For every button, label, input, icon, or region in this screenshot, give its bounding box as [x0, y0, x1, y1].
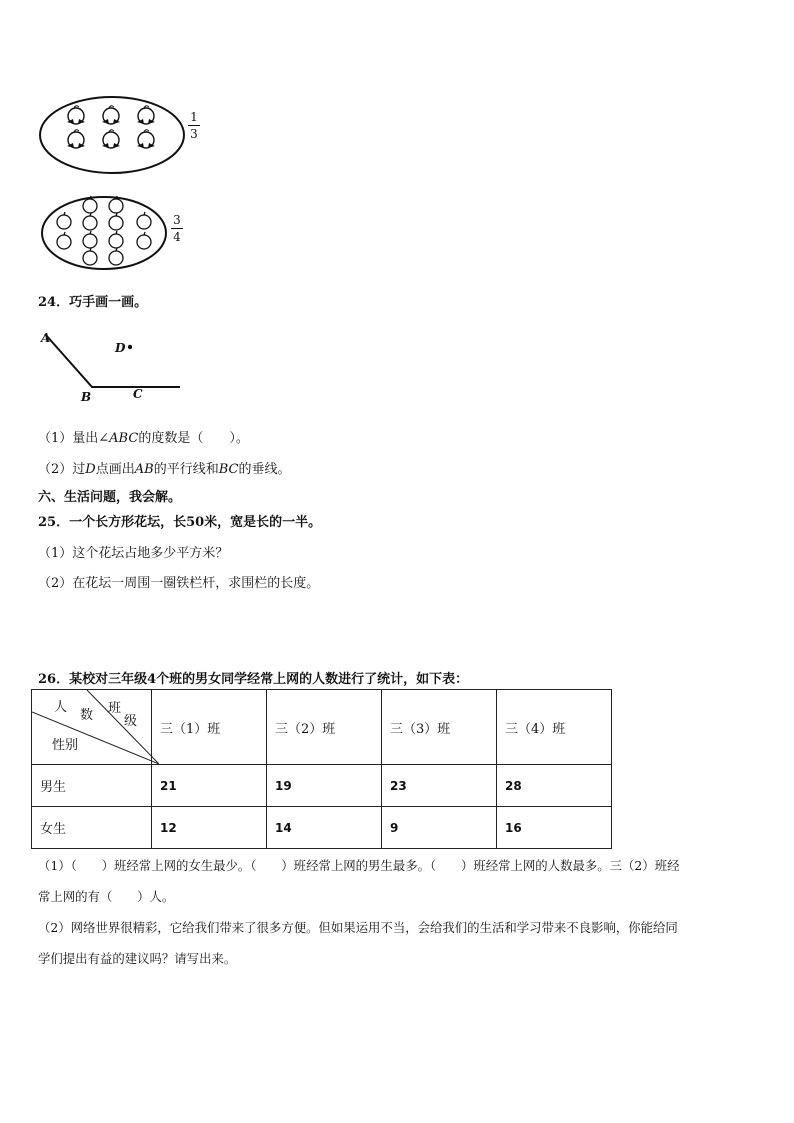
apple-icon — [109, 248, 123, 265]
q26-title: 26．某校对三年级4个班的男女同学经常上网的人数进行了统计，如下表： — [38, 672, 469, 687]
class-stats-table — [31, 689, 612, 849]
fraction-numerator: 1 — [190, 110, 198, 124]
fraction-denominator: 4 — [173, 230, 181, 244]
peach-icon — [137, 130, 155, 148]
q26-sub1-line1: （1）（ ）班经常上网的女生最少。（ ）班经常上网的男生最多。（ ）班经常上网的人数最多。三（2）班经 — [38, 858, 680, 873]
column-header: 三（3）班 — [382, 690, 497, 765]
table-cell: 28 — [497, 765, 612, 807]
peach-icon — [67, 130, 85, 148]
table-cell: 12 — [152, 807, 267, 849]
apple-icon — [57, 232, 71, 249]
point-b-label: B — [81, 390, 92, 404]
point-c-label: C — [133, 387, 143, 401]
fraction-one-third — [188, 110, 200, 141]
apple-icon — [83, 231, 97, 248]
table-row — [32, 807, 612, 849]
header-ren: 人 — [54, 700, 68, 715]
angle-abc-figure — [36, 330, 186, 402]
apple-icon — [109, 213, 123, 230]
q25-title: 25．一个长方形花坛，长50米，宽是长的一半。 — [38, 515, 322, 530]
header-ban: 班 — [108, 701, 122, 716]
apple-icon — [137, 232, 151, 249]
table-row — [32, 765, 612, 807]
table-cell: 14 — [267, 807, 382, 849]
point-a-label: A — [41, 331, 51, 345]
row-label: 女生 — [32, 807, 152, 849]
section-six-heading: 六、生活问题，我会解。 — [38, 490, 182, 505]
table-cell: 9 — [382, 807, 497, 849]
point-d-label: D — [115, 341, 126, 355]
table-cell: 23 — [382, 765, 497, 807]
row-label: 男生 — [32, 765, 152, 807]
q25-sub2: （2）在花坛一周围一圈铁栏杆，求围栏的长度。 — [38, 576, 320, 591]
fraction-group-peaches — [38, 94, 188, 176]
table-header-row — [32, 690, 612, 765]
apple-icon — [83, 248, 97, 265]
fraction-three-quarters — [171, 213, 183, 244]
q24-title: 24．巧手画一画。 — [38, 295, 148, 310]
fraction-group-apples — [40, 192, 170, 274]
column-header: 三（2）班 — [267, 690, 382, 765]
header-ji: 级 — [124, 714, 138, 729]
q26-sub2-line1: （2）网络世界很精彩，它给我们带来了很多方便。但如果运用不当，会给我们的生活和学习带来不良影响，你能给同 — [38, 920, 678, 935]
table-cell: 16 — [497, 807, 612, 849]
header-shu: 数 — [80, 708, 94, 723]
q24-sub1: （1）量出∠ABC的度数是（ ）。 — [38, 431, 249, 446]
q26-sub1-line2: 常上网的有（ ）人。 — [38, 889, 175, 904]
column-header: 三（1）班 — [152, 690, 267, 765]
peach-icon — [137, 106, 155, 124]
peach-icon — [67, 106, 85, 124]
fraction-denominator: 3 — [190, 127, 198, 141]
apple-icon — [57, 212, 71, 229]
header-xingbie: 性别 — [52, 738, 79, 753]
apple-icon — [109, 231, 123, 248]
apple-icon — [83, 213, 97, 230]
peach-icon — [102, 106, 120, 124]
table-cell: 21 — [152, 765, 267, 807]
column-header: 三（4）班 — [497, 690, 612, 765]
diagonal-header-cell — [32, 690, 152, 765]
q26-sub2-line2: 学们提出有益的建议吗？请写出来。 — [38, 951, 237, 966]
q25-sub1: （1）这个花坛占地多少平方米？ — [38, 546, 229, 561]
q24-sub2: （2）过D点画出AB的平行线和BC的垂线。 — [38, 462, 291, 477]
peach-icon — [102, 130, 120, 148]
fraction-numerator: 3 — [173, 213, 181, 227]
apple-icon — [137, 212, 151, 229]
table-cell: 19 — [267, 765, 382, 807]
